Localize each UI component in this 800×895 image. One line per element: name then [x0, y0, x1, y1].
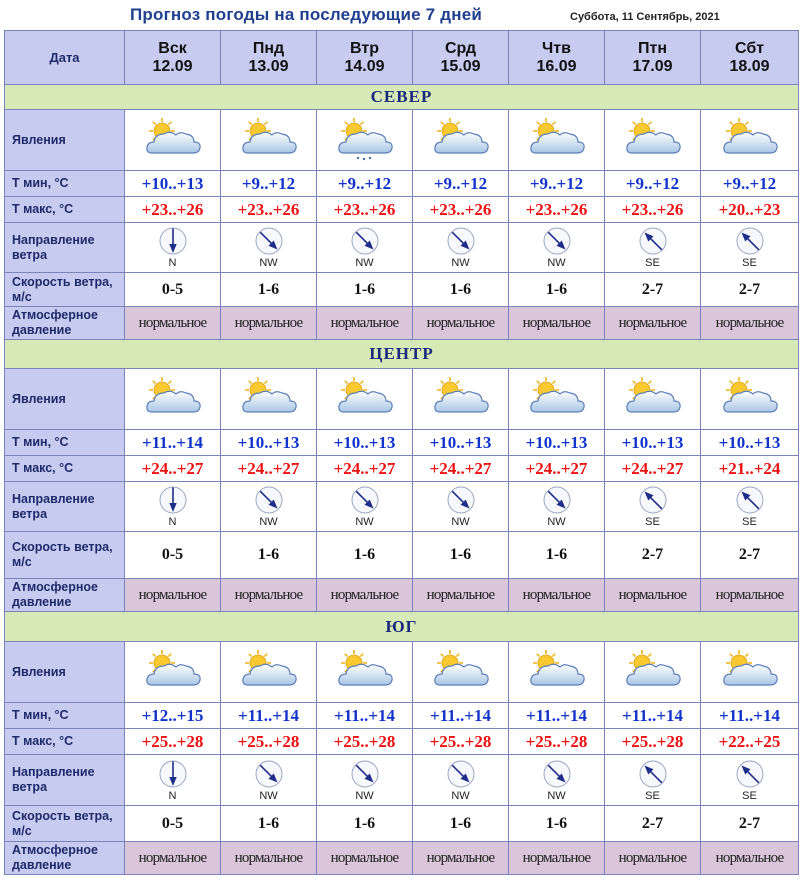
- row-label-wind-speed: Скорость ветра, м/с: [5, 806, 125, 842]
- tmax-value: +23..+26: [413, 197, 509, 223]
- row-label-tmax: Т макс, °C: [5, 729, 125, 755]
- pressure-value: нормальное: [413, 579, 509, 612]
- pressure-value: нормальное: [317, 842, 413, 875]
- pressure-value: нормальное: [125, 307, 221, 340]
- tmin-value: +9..+12: [221, 171, 317, 197]
- wind-direction-label: NW: [259, 789, 278, 802]
- wind-speed-value: 1-6: [317, 532, 413, 579]
- wind-direction-cell: [605, 223, 701, 273]
- partly-cloudy-icon: [526, 117, 588, 163]
- wind-direction-cell: [317, 755, 413, 806]
- day-date: 15.09: [440, 57, 481, 75]
- wind-speed-value: 0-5: [125, 273, 221, 307]
- tmin-value: +9..+12: [413, 171, 509, 197]
- wind-arrow-icon: [350, 759, 380, 789]
- partly-cloudy-icon: [238, 117, 300, 163]
- day-name: Чтв: [542, 39, 571, 57]
- wind-direction-cell: [125, 482, 221, 532]
- tmax-value: +20..+23: [701, 197, 799, 223]
- pressure-value: нормальное: [701, 307, 799, 340]
- weather-cell: [509, 642, 605, 703]
- wind-direction-label: NW: [451, 516, 470, 528]
- wind-arrow-icon: [254, 485, 284, 515]
- pressure-value: нормальное: [509, 842, 605, 875]
- row-label-pressure: Атмосферное давление: [5, 307, 125, 340]
- tmin-value: +10..+13: [221, 430, 317, 456]
- wind-speed-value: 2-7: [605, 532, 701, 579]
- tmax-value: +24..+27: [605, 456, 701, 482]
- partly-cloudy-icon: [719, 117, 781, 163]
- tmax-value: +25..+28: [317, 729, 413, 755]
- partly-cloudy-icon: [430, 649, 492, 695]
- tmin-value: +11..+14: [701, 703, 799, 729]
- current-date: Суббота, 11 Сентябрь, 2021: [570, 11, 720, 23]
- pressure-value: нормальное: [221, 842, 317, 875]
- day-header: [413, 31, 509, 85]
- day-header: [509, 31, 605, 85]
- wind-direction-label: N: [168, 257, 177, 269]
- wind-direction-label: NW: [547, 257, 566, 269]
- day-name: Сбт: [734, 39, 765, 57]
- row-label-pressure: Атмосферное давление: [5, 842, 125, 875]
- weather-cell: [413, 642, 509, 703]
- pressure-value: нормальное: [605, 842, 701, 875]
- pressure-value: нормальное: [125, 579, 221, 612]
- wind-arrow-icon: [254, 759, 284, 789]
- tmax-value: +23..+26: [125, 197, 221, 223]
- wind-direction-cell: [701, 223, 799, 273]
- weather-cell: [317, 110, 413, 171]
- tmin-value: +10..+13: [317, 430, 413, 456]
- row-label-tmin: Т мин, °C: [5, 703, 125, 729]
- wind-direction-cell: [509, 482, 605, 532]
- row-label-tmax: Т макс, °C: [5, 197, 125, 223]
- wind-speed-value: 1-6: [413, 532, 509, 579]
- weather-cell: [125, 369, 221, 430]
- tmax-value: +25..+28: [509, 729, 605, 755]
- day-date: 17.09: [632, 57, 673, 75]
- weather-cell: [221, 642, 317, 703]
- day-name: Вск: [158, 39, 187, 57]
- tmax-value: +23..+26: [221, 197, 317, 223]
- wind-direction-label: NW: [355, 257, 374, 269]
- wind-direction-label: SE: [645, 257, 660, 269]
- wind-speed-value: 1-6: [317, 806, 413, 842]
- partly-cloudy-icon: [142, 117, 204, 163]
- wind-arrow-icon: [158, 226, 188, 256]
- wind-arrow-icon: [254, 226, 284, 256]
- weather-cell: [701, 110, 799, 171]
- tmin-value: +10..+13: [125, 171, 221, 197]
- day-header: [605, 31, 701, 85]
- row-label-tmin: Т мин, °C: [5, 430, 125, 456]
- region-title: ЦЕНТР: [5, 340, 799, 369]
- wind-direction-cell: [413, 755, 509, 806]
- partly-cloudy-icon: [622, 376, 684, 422]
- tmin-value: +11..+14: [509, 703, 605, 729]
- weather-cell: [317, 642, 413, 703]
- weather-cell: [509, 369, 605, 430]
- wind-arrow-icon: [638, 485, 668, 515]
- wind-direction-label: SE: [742, 257, 757, 269]
- tmin-value: +9..+12: [701, 171, 799, 197]
- day-name: Втр: [350, 39, 379, 57]
- day-header: [701, 31, 799, 85]
- wind-speed-value: 2-7: [701, 532, 799, 579]
- tmax-value: +24..+27: [317, 456, 413, 482]
- weather-cell: [413, 110, 509, 171]
- wind-direction-cell: [413, 223, 509, 273]
- tmin-value: +9..+12: [509, 171, 605, 197]
- pressure-value: нормальное: [125, 842, 221, 875]
- pressure-value: нормальное: [605, 579, 701, 612]
- tmax-value: +25..+28: [125, 729, 221, 755]
- wind-direction-label: SE: [742, 516, 757, 528]
- wind-direction-cell: [221, 482, 317, 532]
- tmax-value: +24..+27: [413, 456, 509, 482]
- wind-speed-value: 1-6: [317, 273, 413, 307]
- wind-speed-value: 2-7: [701, 273, 799, 307]
- forecast-table: [4, 30, 799, 875]
- day-date: 12.09: [152, 57, 193, 75]
- wind-speed-value: 2-7: [701, 806, 799, 842]
- wind-speed-value: 2-7: [605, 806, 701, 842]
- pressure-value: нормальное: [701, 842, 799, 875]
- row-label-pressure: Атмосферное давление: [5, 579, 125, 612]
- wind-direction-cell: [125, 223, 221, 273]
- wind-direction-label: NW: [355, 516, 374, 528]
- pressure-value: нормальное: [317, 307, 413, 340]
- tmin-value: +11..+14: [125, 430, 221, 456]
- tmax-value: +25..+28: [413, 729, 509, 755]
- pressure-value: нормальное: [221, 307, 317, 340]
- row-label-phenomena: Явления: [5, 369, 125, 430]
- day-header: [125, 31, 221, 85]
- tmin-value: +11..+14: [221, 703, 317, 729]
- partly-cloudy-light-rain-icon: [334, 117, 396, 163]
- wind-direction-cell: [509, 755, 605, 806]
- row-label-wind-speed: Скорость ветра, м/с: [5, 532, 125, 579]
- day-header: [317, 31, 413, 85]
- page-header: [0, 0, 800, 30]
- partly-cloudy-icon: [430, 376, 492, 422]
- day-header: [221, 31, 317, 85]
- partly-cloudy-icon: [622, 117, 684, 163]
- tmax-value: +24..+27: [125, 456, 221, 482]
- tmin-value: +9..+12: [317, 171, 413, 197]
- tmax-value: +23..+26: [605, 197, 701, 223]
- wind-direction-cell: [221, 755, 317, 806]
- partly-cloudy-icon: [142, 649, 204, 695]
- wind-arrow-icon: [542, 226, 572, 256]
- wind-speed-value: 1-6: [221, 806, 317, 842]
- wind-direction-cell: [701, 482, 799, 532]
- wind-arrow-icon: [542, 759, 572, 789]
- weather-cell: [605, 110, 701, 171]
- wind-arrow-icon: [158, 485, 188, 515]
- tmax-value: +24..+27: [221, 456, 317, 482]
- wind-direction-cell: [221, 223, 317, 273]
- day-date: 14.09: [344, 57, 385, 75]
- page-title: Прогноз погоды на последующие 7 дней: [130, 5, 483, 24]
- wind-speed-value: 0-5: [125, 806, 221, 842]
- pressure-value: нормальное: [221, 579, 317, 612]
- pressure-value: нормальное: [701, 579, 799, 612]
- weather-cell: [125, 110, 221, 171]
- wind-arrow-icon: [446, 485, 476, 515]
- wind-direction-label: N: [168, 516, 177, 528]
- pressure-value: нормальное: [605, 307, 701, 340]
- tmin-value: +11..+14: [317, 703, 413, 729]
- partly-cloudy-icon: [719, 649, 781, 695]
- tmin-value: +11..+14: [413, 703, 509, 729]
- row-label-tmin: Т мин, °C: [5, 171, 125, 197]
- weather-cell: [605, 642, 701, 703]
- weather-cell: [125, 642, 221, 703]
- row-label-wind-direction: Направление ветра: [5, 755, 125, 806]
- wind-arrow-icon: [158, 759, 188, 789]
- pressure-value: нормальное: [317, 579, 413, 612]
- pressure-value: нормальное: [509, 307, 605, 340]
- wind-arrow-icon: [638, 759, 668, 789]
- wind-direction-label: NW: [259, 257, 278, 269]
- wind-arrow-icon: [350, 226, 380, 256]
- day-date: 13.09: [248, 57, 289, 75]
- partly-cloudy-icon: [526, 376, 588, 422]
- day-name: Срд: [444, 39, 477, 57]
- tmax-value: +23..+26: [317, 197, 413, 223]
- wind-direction-cell: [125, 755, 221, 806]
- wind-speed-value: 2-7: [605, 273, 701, 307]
- tmax-value: +22..+25: [701, 729, 799, 755]
- weather-cell: [221, 369, 317, 430]
- wind-arrow-icon: [735, 759, 765, 789]
- wind-speed-value: 0-5: [125, 532, 221, 579]
- partly-cloudy-icon: [238, 376, 300, 422]
- partly-cloudy-icon: [334, 376, 396, 422]
- wind-speed-value: 1-6: [221, 273, 317, 307]
- wind-arrow-icon: [735, 226, 765, 256]
- wind-direction-cell: [605, 482, 701, 532]
- tmax-value: +21..+24: [701, 456, 799, 482]
- partly-cloudy-icon: [142, 376, 204, 422]
- weather-cell: [317, 369, 413, 430]
- weather-cell: [701, 642, 799, 703]
- wind-arrow-icon: [638, 226, 668, 256]
- partly-cloudy-icon: [238, 649, 300, 695]
- wind-direction-cell: [509, 223, 605, 273]
- day-name: Пнд: [252, 39, 285, 57]
- wind-direction-label: NW: [355, 789, 374, 802]
- wind-speed-value: 1-6: [509, 806, 605, 842]
- wind-direction-label: SE: [645, 516, 660, 528]
- tmax-value: +25..+28: [221, 729, 317, 755]
- wind-direction-cell: [317, 223, 413, 273]
- day-name: Птн: [638, 39, 667, 57]
- tmin-value: +10..+13: [413, 430, 509, 456]
- tmin-value: +10..+13: [509, 430, 605, 456]
- tmin-value: +11..+14: [605, 703, 701, 729]
- wind-arrow-icon: [542, 485, 572, 515]
- wind-direction-label: N: [168, 789, 177, 802]
- weather-cell: [413, 369, 509, 430]
- weather-cell: [701, 369, 799, 430]
- weather-cell: [221, 110, 317, 171]
- wind-arrow-icon: [735, 485, 765, 515]
- wind-speed-value: 1-6: [509, 273, 605, 307]
- pressure-value: нормальное: [509, 579, 605, 612]
- date-column-header: Дата: [5, 31, 125, 85]
- tmin-value: +10..+13: [605, 430, 701, 456]
- wind-direction-label: NW: [547, 516, 566, 528]
- wind-direction-label: NW: [547, 789, 566, 802]
- row-label-wind-direction: Направление ветра: [5, 482, 125, 532]
- pressure-value: нормальное: [413, 307, 509, 340]
- wind-speed-value: 1-6: [509, 532, 605, 579]
- wind-arrow-icon: [350, 485, 380, 515]
- wind-speed-value: 1-6: [413, 806, 509, 842]
- tmax-value: +24..+27: [509, 456, 605, 482]
- wind-direction-label: SE: [742, 789, 757, 802]
- row-label-phenomena: Явления: [5, 110, 125, 171]
- tmin-value: +10..+13: [701, 430, 799, 456]
- row-label-wind-speed: Скорость ветра, м/с: [5, 273, 125, 307]
- partly-cloudy-icon: [526, 649, 588, 695]
- partly-cloudy-icon: [622, 649, 684, 695]
- tmax-value: +25..+28: [605, 729, 701, 755]
- wind-direction-cell: [605, 755, 701, 806]
- wind-direction-label: NW: [451, 789, 470, 802]
- wind-direction-cell: [413, 482, 509, 532]
- weather-cell: [509, 110, 605, 171]
- wind-arrow-icon: [446, 759, 476, 789]
- region-title: СЕВЕР: [5, 85, 799, 110]
- row-label-wind-direction: Направление ветра: [5, 223, 125, 273]
- day-date: 16.09: [536, 57, 577, 75]
- wind-direction-cell: [701, 755, 799, 806]
- wind-direction-label: SE: [645, 789, 660, 802]
- weather-cell: [605, 369, 701, 430]
- wind-speed-value: 1-6: [413, 273, 509, 307]
- wind-direction-cell: [317, 482, 413, 532]
- wind-arrow-icon: [446, 226, 476, 256]
- partly-cloudy-icon: [430, 117, 492, 163]
- day-date: 18.09: [729, 57, 770, 75]
- row-label-phenomena: Явления: [5, 642, 125, 703]
- wind-speed-value: 1-6: [221, 532, 317, 579]
- region-title: ЮГ: [5, 612, 799, 642]
- partly-cloudy-icon: [334, 649, 396, 695]
- tmax-value: +23..+26: [509, 197, 605, 223]
- partly-cloudy-icon: [719, 376, 781, 422]
- row-label-tmax: Т макс, °C: [5, 456, 125, 482]
- tmin-value: +9..+12: [605, 171, 701, 197]
- tmin-value: +12..+15: [125, 703, 221, 729]
- wind-direction-label: NW: [451, 257, 470, 269]
- pressure-value: нормальное: [413, 842, 509, 875]
- wind-direction-label: NW: [259, 516, 278, 528]
